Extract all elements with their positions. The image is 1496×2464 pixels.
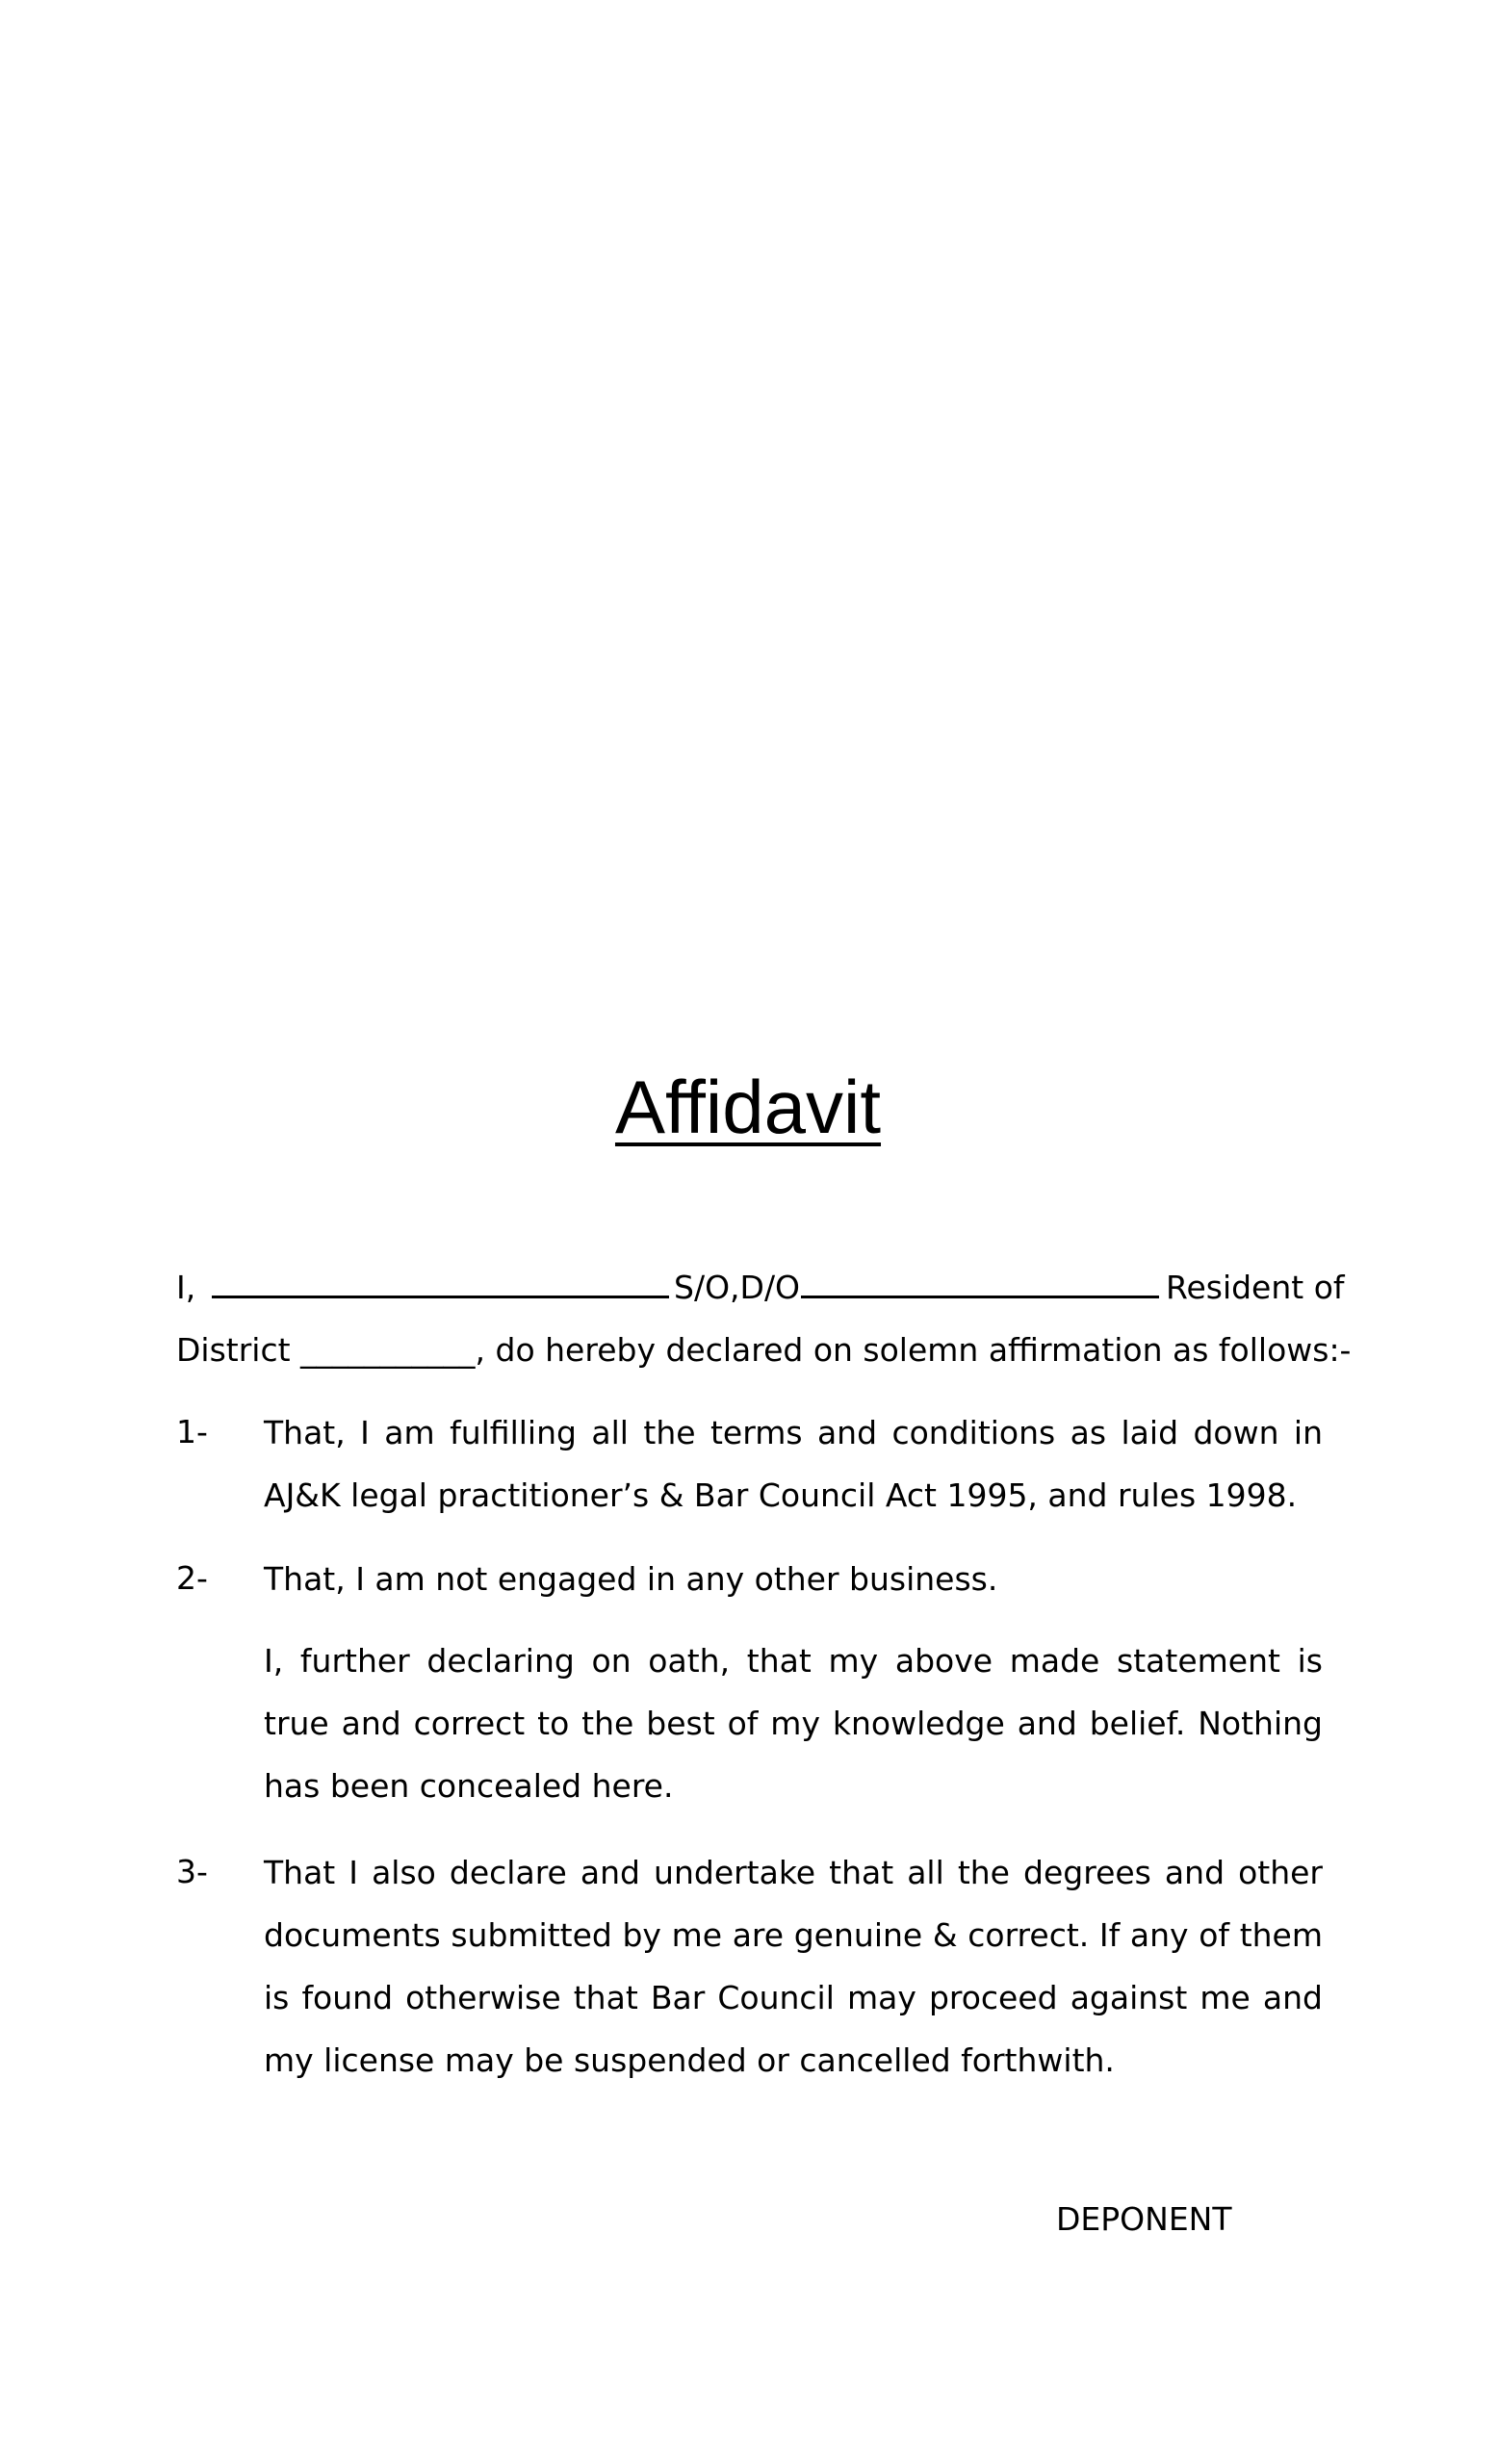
item-1-text: That, I am fulfilling all the terms and conditions as laid down in AJ&K legal practitioner’s & Bar Council Act 1995, and rules 1998.: [264, 1414, 1323, 1514]
item-2-number: 2-: [176, 1559, 208, 1597]
item-1-number: 1-: [176, 1413, 208, 1450]
item-2-text: That, I am not engaged in any other business.: [264, 1560, 998, 1598]
declaration-text: , do hereby declared on solemn affirmation as follows:-: [475, 1331, 1352, 1369]
parent-name-blank: [801, 1269, 1159, 1298]
i-label: I,: [176, 1269, 196, 1306]
district-label: District: [176, 1331, 291, 1369]
intro-line-2: [176, 1331, 1351, 1370]
item-3-text: That I also declare and undertake that all the degrees and other documents submitted by me are genuine & correct. If any of them is found otherwise that Bar Council may proceed against me and my license may be suspended or cancelled forthwith.: [264, 1854, 1323, 2079]
deponent-signature-label: DEPONENT: [1056, 2200, 1232, 2238]
parent-blank-wrap: [801, 1269, 1159, 1307]
name-blank: [212, 1269, 669, 1298]
intro-line-1: [176, 1269, 669, 1307]
oath-paragraph: I, further declaring on oath, that my above made statement is true and correct to the best of my knowledge and belief. Nothing has been concealed here.: [264, 1642, 1323, 1805]
document-title: Affidavit: [614, 1065, 882, 1149]
resident-label: Resident of: [1166, 1269, 1345, 1306]
district-blank: ___________: [300, 1331, 476, 1369]
so-do-label: S/O,D/O: [674, 1269, 801, 1306]
item-3-number: 3-: [176, 1853, 208, 1890]
